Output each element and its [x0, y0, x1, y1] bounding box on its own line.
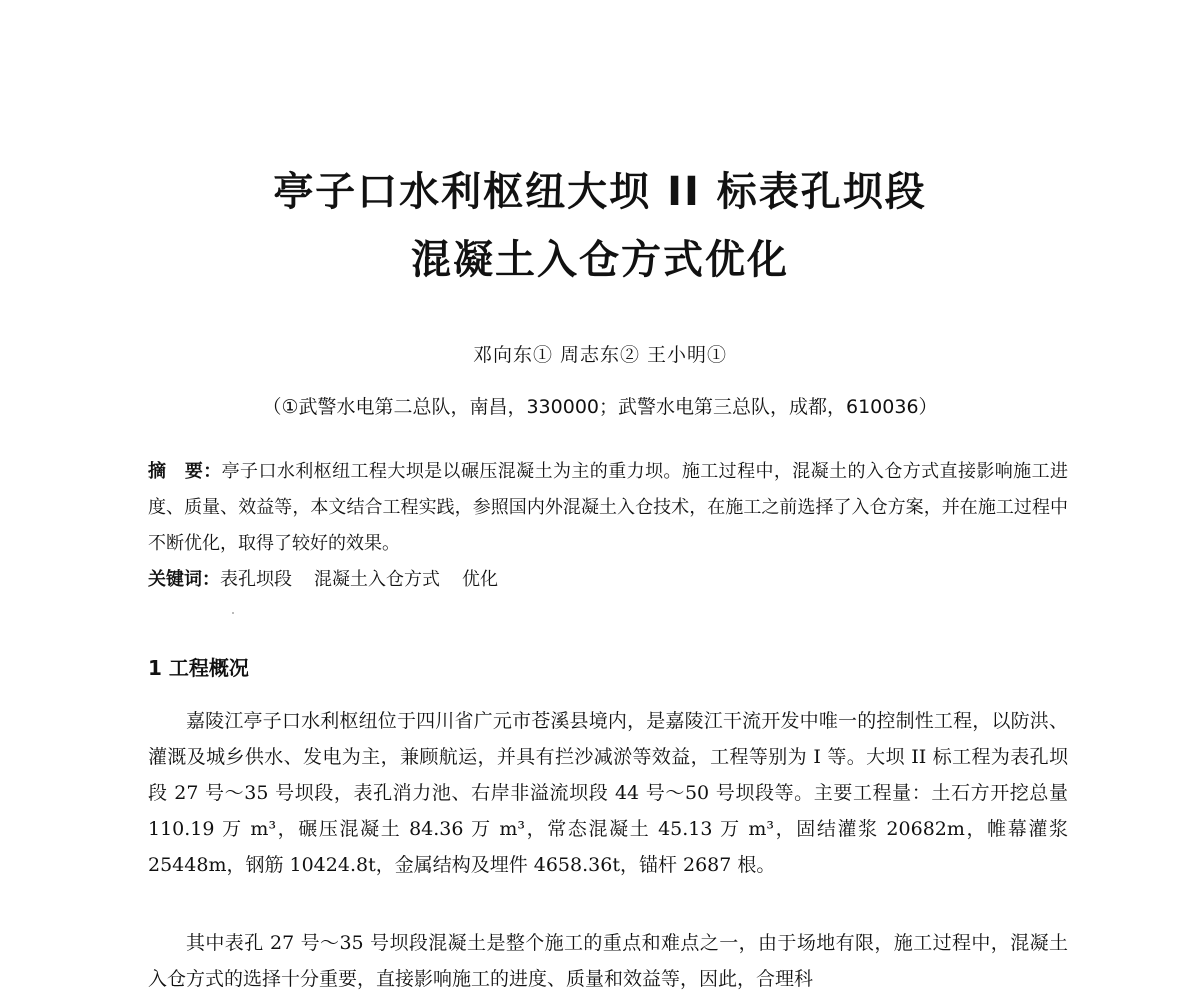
body-paragraph: 其中表孔 27 号～35 号坝段混凝土是整个施工的重点和难点之一，由于场地有限，施工过程中，混凝土入仓方式的选择十分重要，直接影响施工的进度、质量和效益等，因此，合理科 [148, 932, 1068, 990]
keyword: 优化 [462, 569, 498, 590]
abstract-text: 亭子口水利枢纽工程大坝是以碾压混凝土为主的重力坝。施工过程中，混凝土的入仓方式直接影响施工进度、质量、效益等，本文结合工程实践，参照国内外混凝土入仓技术，在施工之前选择了入仓方案，并在施工过程中不断优化，取得了较好的效果。 [148, 461, 1069, 554]
author-affiliation: （①武警水电第二总队，南昌，330000；武警水电第三总队，成都，610036） [262, 396, 938, 418]
author-list: 邓向东① 周志东② 王小明① [472, 344, 728, 366]
paper-title-line-1: 亭子口水利枢纽大坝 II 标表孔坝段 [273, 169, 927, 215]
abstract-label: 摘 要： [148, 461, 222, 482]
keyword: 混凝土入仓方式 [314, 569, 440, 590]
abstract [148, 454, 1068, 562]
keyword: 表孔坝段 [220, 569, 292, 590]
keywords-label: 关键词： [148, 569, 220, 590]
keywords [148, 562, 1068, 598]
paper-title-line-2: 混凝土入仓方式优化 [411, 237, 789, 283]
scan-speck [232, 612, 234, 614]
body-paragraph: 嘉陵江亭子口水利枢纽位于四川省广元市苍溪县境内，是嘉陵江干流开发中唯一的控制性工程，以防洪、灌溉及城乡供水、发电为主，兼顾航运，并具有拦沙减淤等效益，工程等别为 I 等。大坝 II 标工程为表孔坝段 27 号～35 号坝段，表孔消力池、右岸非溢流坝段 44 号～50 号坝段等。主要工程量：土石方开挖总量 110.19 万 m³，碾压混凝土 84.36 万 m³，常态混凝土 45.13 万 m³，固结灌浆 20682m，帷幕灌浆 25448m，钢筋 10424.8t，金属结构及埋件 4658.36t，锚杆 2687 根。 [148, 710, 1068, 876]
section-heading: 1 工程概况 [148, 656, 249, 680]
